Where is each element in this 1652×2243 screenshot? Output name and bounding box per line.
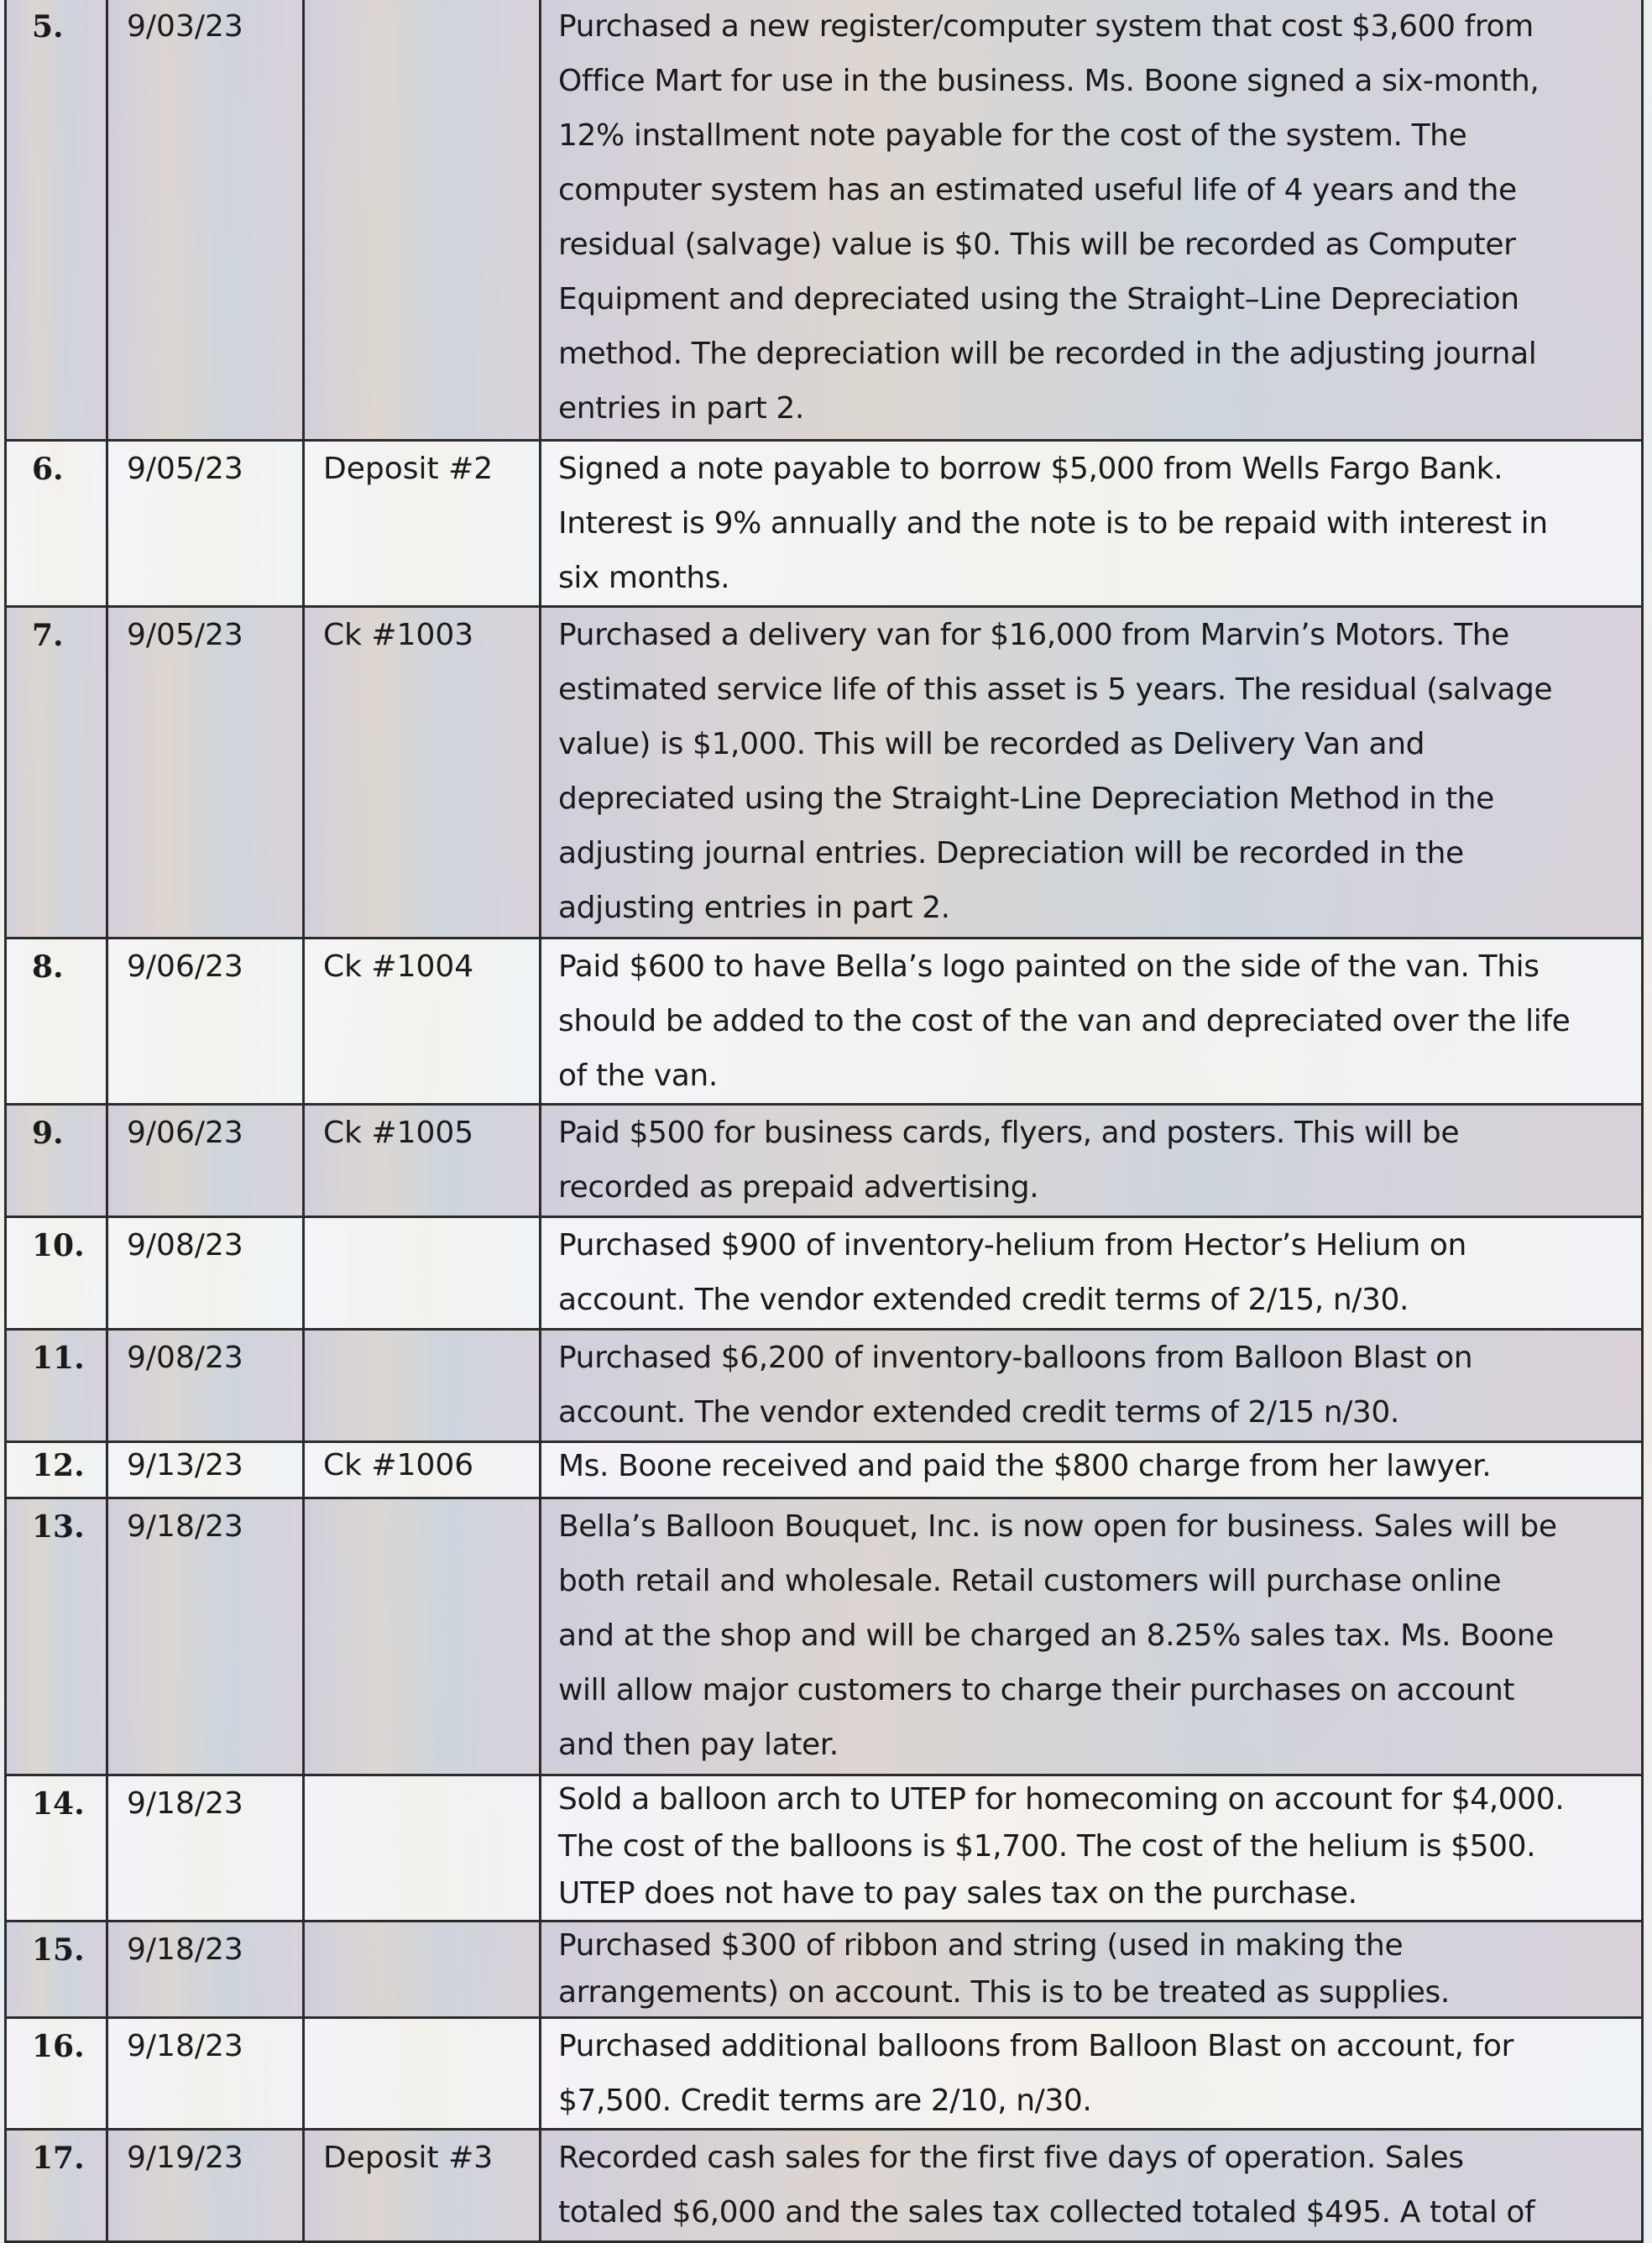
transaction-row	[6, 2018, 1643, 2130]
transaction-description	[541, 1775, 1643, 1921]
description-line: recorded as prepaid advertising.	[558, 1170, 1039, 1205]
transaction-number: 13.	[6, 1498, 107, 1775]
description-line: account. The vendor extended credit terms of 2/15, n/30.	[558, 1283, 1409, 1317]
description-line: Office Mart for use in the business. Ms. Boone signed a six-month,	[558, 64, 1540, 98]
transaction-date: 9/05/23	[107, 441, 304, 607]
transaction-reference: Ck #1005	[304, 1105, 541, 1217]
transaction-reference: Deposit #2	[304, 441, 541, 607]
transaction-reference	[304, 0, 541, 441]
transaction-number: 14.	[6, 1775, 107, 1921]
transaction-description	[541, 1105, 1643, 1217]
transaction-reference: Ck #1006	[304, 1442, 541, 1498]
transaction-number: 10.	[6, 1217, 107, 1330]
description-line: residual (salvage) value is $0. This will be recorded as Computer	[558, 227, 1516, 262]
transaction-date: 9/18/23	[107, 1921, 304, 2018]
transaction-reference	[304, 1775, 541, 1921]
transaction-date: 9/19/23	[107, 2130, 304, 2242]
transaction-date: 9/18/23	[107, 1498, 304, 1775]
transaction-row	[6, 441, 1643, 607]
transaction-number: 16.	[6, 2018, 107, 2130]
transaction-reference: Ck #1004	[304, 939, 541, 1105]
transaction-date: 9/05/23	[107, 607, 304, 939]
description-line: method. The depreciation will be recorded in the adjusting journal	[558, 337, 1537, 371]
transaction-date: 9/06/23	[107, 939, 304, 1105]
description-line: arrangements) on account. This is to be treated as supplies.	[558, 1975, 1450, 2010]
description-line: Purchased $300 of ribbon and string (used in making the	[558, 1928, 1404, 1963]
description-line: and at the shop and will be charged an 8.25% sales tax. Ms. Boone	[558, 1618, 1554, 1653]
transaction-description	[541, 1921, 1643, 2018]
description-line: estimated service life of this asset is 5 years. The residual (salvage	[558, 672, 1553, 707]
transaction-date: 9/18/23	[107, 1775, 304, 1921]
transactions-table	[4, 0, 1644, 2243]
description-line: will allow major customers to charge their purchases on account	[558, 1673, 1515, 1707]
transaction-description	[541, 2130, 1643, 2242]
transaction-number: 7.	[6, 607, 107, 939]
transaction-description	[541, 1330, 1643, 1442]
transaction-row	[6, 0, 1643, 441]
description-line: Paid $500 for business cards, flyers, and posters. This will be	[558, 1116, 1460, 1150]
description-line: value) is $1,000. This will be recorded as Delivery Van and	[558, 727, 1425, 761]
transaction-row	[6, 939, 1643, 1105]
transaction-reference	[304, 1217, 541, 1330]
transaction-number: 6.	[6, 441, 107, 607]
transaction-number: 11.	[6, 1330, 107, 1442]
transaction-reference	[304, 1330, 541, 1442]
transaction-number: 15.	[6, 1921, 107, 2018]
description-line: Purchased $900 of inventory-helium from Hector’s Helium on	[558, 1228, 1466, 1263]
description-line: adjusting journal entries. Depreciation will be recorded in the	[558, 836, 1464, 871]
transaction-date: 9/06/23	[107, 1105, 304, 1217]
transaction-row	[6, 1775, 1643, 1921]
transaction-reference	[304, 1921, 541, 2018]
transaction-description	[541, 0, 1643, 441]
transaction-row	[6, 1442, 1643, 1498]
description-line: totaled $6,000 and the sales tax collected totaled $495. A total of	[558, 2195, 1535, 2230]
transaction-number: 5.	[6, 0, 107, 441]
transaction-number: 17.	[6, 2130, 107, 2242]
description-line: $7,500. Credit terms are 2/10, n/30.	[558, 2084, 1092, 2118]
description-line: Sold a balloon arch to UTEP for homecoming on account for $4,000.	[558, 1782, 1565, 1817]
transaction-row	[6, 2130, 1643, 2242]
transaction-description	[541, 939, 1643, 1105]
transaction-description	[541, 607, 1643, 939]
description-line: depreciated using the Straight-Line Depreciation Method in the	[558, 782, 1494, 816]
description-line: computer system has an estimated useful life of 4 years and the	[558, 173, 1517, 207]
transaction-date: 9/08/23	[107, 1217, 304, 1330]
description-line: of the van.	[558, 1059, 718, 1093]
transaction-date: 9/03/23	[107, 0, 304, 441]
transaction-description	[541, 1498, 1643, 1775]
description-line: Paid $600 to have Bella’s logo painted on the side of the van. This	[558, 949, 1540, 984]
transaction-row	[6, 1105, 1643, 1217]
transaction-description	[541, 441, 1643, 607]
description-line: and then pay later.	[558, 1728, 839, 1762]
description-line: The cost of the balloons is $1,700. The cost of the helium is $500.	[558, 1829, 1536, 1864]
transaction-number: 9.	[6, 1105, 107, 1217]
description-line: Signed a note payable to borrow $5,000 from Wells Fargo Bank.	[558, 452, 1503, 486]
description-line: Purchased a new register/computer system that cost $3,600 from	[558, 9, 1534, 44]
description-line: six months.	[558, 561, 730, 595]
description-line: Recorded cash sales for the first five days of operation. Sales	[558, 2141, 1464, 2175]
transaction-description	[541, 2018, 1643, 2130]
description-line: 12% installment note payable for the cost of the system. The	[558, 118, 1467, 153]
description-line: Purchased a delivery van for $16,000 from Marvin’s Motors. The	[558, 618, 1509, 652]
transaction-number: 8.	[6, 939, 107, 1105]
description-line: adjusting entries in part 2.	[558, 891, 950, 925]
transaction-row	[6, 1921, 1643, 2018]
description-line: Purchased additional balloons from Balloon Blast on account, for	[558, 2029, 1513, 2063]
description-line: UTEP does not have to pay sales tax on the purchase.	[558, 1876, 1357, 1911]
transaction-row	[6, 1330, 1643, 1442]
transaction-date: 9/18/23	[107, 2018, 304, 2130]
description-line: both retail and wholesale. Retail customers will purchase online	[558, 1564, 1502, 1598]
transaction-reference	[304, 2018, 541, 2130]
description-line: entries in part 2.	[558, 391, 804, 426]
transaction-reference: Ck #1003	[304, 607, 541, 939]
transaction-row	[6, 1498, 1643, 1775]
transaction-row	[6, 1217, 1643, 1330]
transaction-reference: Deposit #3	[304, 2130, 541, 2242]
transaction-date: 9/08/23	[107, 1330, 304, 1442]
description-line: Purchased $6,200 of inventory-balloons from Balloon Blast on	[558, 1341, 1473, 1375]
transaction-number: 12.	[6, 1442, 107, 1498]
transaction-description	[541, 1442, 1643, 1498]
description-line: should be added to the cost of the van and depreciated over the life	[558, 1004, 1571, 1038]
description-line: Interest is 9% annually and the note is to be repaid with interest in	[558, 506, 1548, 541]
description-line: Equipment and depreciated using the Straight–Line Depreciation	[558, 282, 1519, 316]
transaction-description	[541, 1217, 1643, 1330]
description-line: account. The vendor extended credit terms of 2/15 n/30.	[558, 1395, 1399, 1430]
description-line: Bella’s Balloon Bouquet, Inc. is now open for business. Sales will be	[558, 1509, 1557, 1544]
transaction-row	[6, 607, 1643, 939]
description-line: Ms. Boone received and paid the $800 charge from her lawyer.	[558, 1449, 1492, 1483]
transaction-date: 9/13/23	[107, 1442, 304, 1498]
transaction-reference	[304, 1498, 541, 1775]
